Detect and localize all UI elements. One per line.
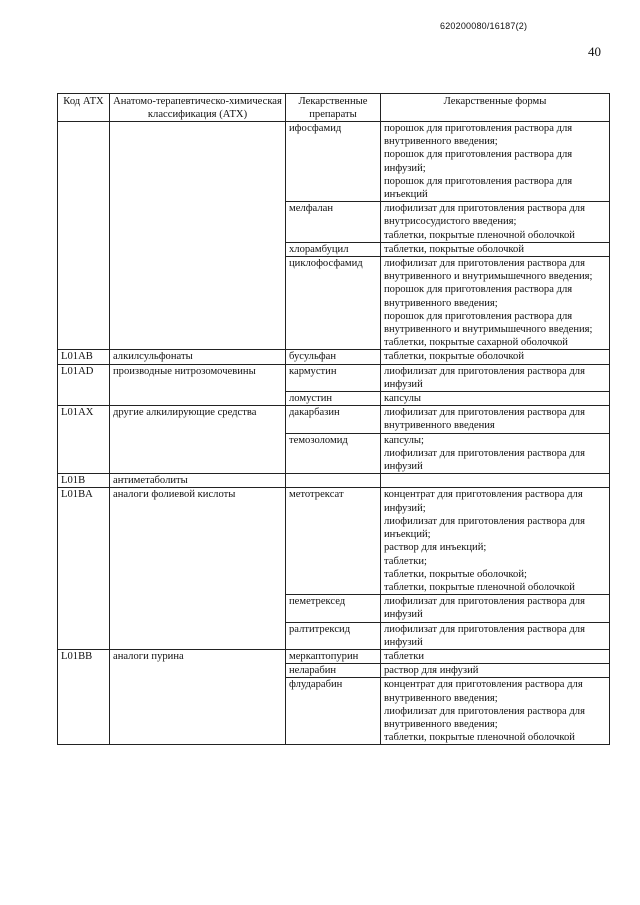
dosage-forms-cell xyxy=(381,649,610,663)
dosage-form-line: таблетки, покрытые оболочкой; xyxy=(384,568,527,580)
dosage-form-line: лиофилизат для приготовления раствора для инфузий xyxy=(384,365,585,390)
atc-code-cell: L01BA xyxy=(58,488,110,649)
table-row xyxy=(58,364,610,391)
atc-classification-cell: другие алкилирующие средства xyxy=(110,406,286,474)
dosage-form-line: лиофилизат для приготовления раствора для внутривенного и внутримышечного введения; xyxy=(384,258,593,283)
dosage-form-line: таблетки, покрытые сахарной оболочкой xyxy=(384,337,568,349)
dosage-form-line: порошок для приготовления раствора для инъекций xyxy=(384,175,573,201)
atc-classification-cell: аналоги пурина xyxy=(110,649,286,744)
dosage-forms-cell xyxy=(381,622,610,649)
dosage-form-line: лиофилизат для приготовления раствора для внутривенного введения xyxy=(384,407,585,432)
drug-name-cell: ралтитрексид xyxy=(286,622,381,649)
atc-classification-cell: алкилсульфонаты xyxy=(110,350,286,364)
drug-name-cell: неларабин xyxy=(286,664,381,678)
drug-name-cell: флударабин xyxy=(286,678,381,745)
drug-name-cell: темозоломид xyxy=(286,433,381,474)
drug-name-cell xyxy=(286,474,381,488)
drug-name-cell: ифосфамид xyxy=(286,122,381,202)
dosage-forms-cell xyxy=(381,122,610,202)
dosage-form-line: лиофилизат для приготовления раствора для инъекций; xyxy=(384,515,585,541)
atc-code-cell: L01AX xyxy=(58,406,110,474)
atc-code-cell: L01AB xyxy=(58,350,110,364)
table-row xyxy=(58,350,610,364)
dosage-forms-cell xyxy=(381,242,610,256)
dosage-form-line: капсулы xyxy=(384,393,422,405)
drug-name-cell: мелфалан xyxy=(286,202,381,243)
dosage-form-line: лиофилизат для приготовления раствора для внутривенного введения; xyxy=(384,705,585,730)
dosage-forms-cell xyxy=(381,257,610,350)
drug-name-cell: хлорамбуцил xyxy=(286,242,381,256)
dosage-form-line: лиофилизат для приготовления раствора для инфузий xyxy=(384,623,585,648)
dosage-forms-cell xyxy=(381,392,610,406)
atc-classification-cell xyxy=(110,122,286,350)
dosage-forms-cell xyxy=(381,664,610,678)
table-row xyxy=(58,488,610,595)
atc-code-cell: L01BB xyxy=(58,649,110,744)
dosage-form-line: таблетки, покрытые пленочной оболочкой xyxy=(384,581,575,593)
dosage-forms-cell xyxy=(381,364,610,391)
table-row xyxy=(58,649,610,663)
dosage-forms-cell xyxy=(381,474,610,488)
drug-name-cell: ломустин xyxy=(286,392,381,406)
dosage-forms-cell xyxy=(381,406,610,433)
column-header-drugs: Лекарственные препараты xyxy=(286,94,381,122)
drug-name-cell: дакарбазин xyxy=(286,406,381,433)
atc-code-cell: L01AD xyxy=(58,364,110,406)
dosage-form-line: капсулы; xyxy=(384,434,424,446)
dosage-form-line: раствор для инъекций; xyxy=(384,542,487,554)
dosage-form-line: таблетки, покрытые пленочной оболочкой xyxy=(384,229,575,241)
dosage-forms-cell xyxy=(381,595,610,622)
table-row xyxy=(58,406,610,433)
atc-classification-cell: производные нитрозомочевины xyxy=(110,364,286,406)
dosage-form-line: концентрат для приготовления раствора для инфузий; xyxy=(384,489,583,514)
dosage-form-line: лиофилизат для приготовления раствора для инфузий xyxy=(384,447,585,473)
column-header-code: Код АТХ xyxy=(58,94,110,122)
dosage-form-line: таблетки, покрытые оболочкой xyxy=(384,243,524,255)
table-row xyxy=(58,122,610,202)
dosage-forms-cell xyxy=(381,433,610,474)
dosage-forms-cell xyxy=(381,350,610,364)
drug-name-cell: кармустин xyxy=(286,364,381,391)
drug-name-cell: бусульфан xyxy=(286,350,381,364)
drug-name-cell: циклофосфамид xyxy=(286,257,381,350)
drug-name-cell: меркаптопурин xyxy=(286,649,381,663)
dosage-form-line: лиофилизат для приготовления раствора для инфузий xyxy=(384,596,585,621)
dosage-form-line: лиофилизат для приготовления раствора для внутрисосудистого введения; xyxy=(384,203,585,228)
dosage-form-line: порошок для приготовления раствора для инфузий; xyxy=(384,149,573,174)
column-header-forms: Лекарственные формы xyxy=(381,94,610,122)
column-header-classification: Анатомо-терапевтическо-химическая классификация (АТХ) xyxy=(110,94,286,122)
drug-name-cell: пеметрексед xyxy=(286,595,381,622)
dosage-form-line: раствор для инфузий xyxy=(384,665,479,677)
atc-code-cell: L01B xyxy=(58,474,110,488)
table-row xyxy=(58,474,610,488)
dosage-form-line: таблетки, покрытые оболочкой xyxy=(384,351,524,363)
atc-classification-cell: антиметаболиты xyxy=(110,474,286,488)
table-header-row xyxy=(58,94,610,122)
dosage-form-line: порошок для приготовления раствора для внутривенного введения; xyxy=(384,284,573,309)
dosage-forms-cell xyxy=(381,678,610,745)
dosage-forms-cell xyxy=(381,202,610,243)
page-number: 40 xyxy=(588,44,601,59)
dosage-form-line: концентрат для приготовления раствора для внутривенного введения; xyxy=(384,679,583,704)
dosage-form-line: порошок для приготовления раствора для внутривенного и внутримышечного введения; xyxy=(384,310,593,336)
atc-table xyxy=(57,93,610,745)
dosage-form-line: таблетки; xyxy=(384,555,427,567)
atc-code-cell xyxy=(58,122,110,350)
dosage-form-line: таблетки xyxy=(384,650,425,662)
dosage-form-line: порошок для приготовления раствора для внутривенного введения; xyxy=(384,123,573,148)
dosage-forms-cell xyxy=(381,488,610,595)
dosage-form-line: таблетки, покрытые пленочной оболочкой xyxy=(384,732,575,744)
atc-classification-cell: аналоги фолиевой кислоты xyxy=(110,488,286,649)
drug-name-cell: метотрексат xyxy=(286,488,381,595)
document-id: 620200080/16187(2) xyxy=(440,21,528,31)
